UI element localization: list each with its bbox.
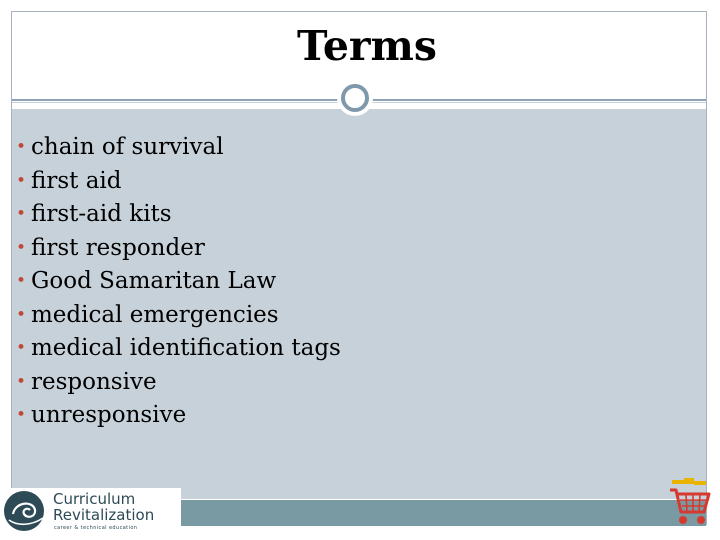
list-item <box>16 332 341 366</box>
bullet-icon: • <box>16 137 27 157</box>
slide-title: Terms <box>297 22 437 70</box>
circle-ring <box>341 84 369 112</box>
list-item <box>16 299 341 333</box>
list-item <box>16 232 341 266</box>
term-text: responsive <box>31 368 157 395</box>
curriculum-logo-icon <box>3 490 49 532</box>
bullet-icon: • <box>16 271 27 291</box>
bullet-icon: • <box>16 204 27 224</box>
list-item <box>16 131 341 165</box>
term-text: first-aid kits <box>31 201 172 227</box>
term-text: chain of survival <box>31 134 224 160</box>
list-item <box>16 165 341 199</box>
term-text: unresponsive <box>31 402 187 428</box>
terms-list <box>16 131 341 433</box>
logo-line1: Curriculum <box>53 490 136 508</box>
logo-tagline: career & technical education <box>54 525 138 531</box>
bullet-icon: • <box>16 304 27 325</box>
list-item <box>16 265 341 299</box>
circle-ornament-icon <box>337 80 373 116</box>
list-item <box>16 366 341 400</box>
bullet-icon: • <box>16 405 27 425</box>
term-text: first responder <box>31 234 205 261</box>
list-item <box>16 399 341 433</box>
term-text: Good Samaritan Law <box>31 268 277 294</box>
bullet-icon: • <box>16 237 27 258</box>
bullet-icon: • <box>16 170 27 191</box>
term-text: first aid <box>31 167 122 194</box>
shopping-cart-icon <box>668 478 712 528</box>
list-item <box>16 198 341 232</box>
term-text: medical emergencies <box>31 301 279 328</box>
term-text: medical identification tags <box>31 335 341 361</box>
curriculum-logo <box>1 488 181 534</box>
bullet-icon: • <box>16 371 27 392</box>
logo-line2: Revitalization <box>53 506 155 524</box>
bullet-icon: • <box>16 338 27 358</box>
